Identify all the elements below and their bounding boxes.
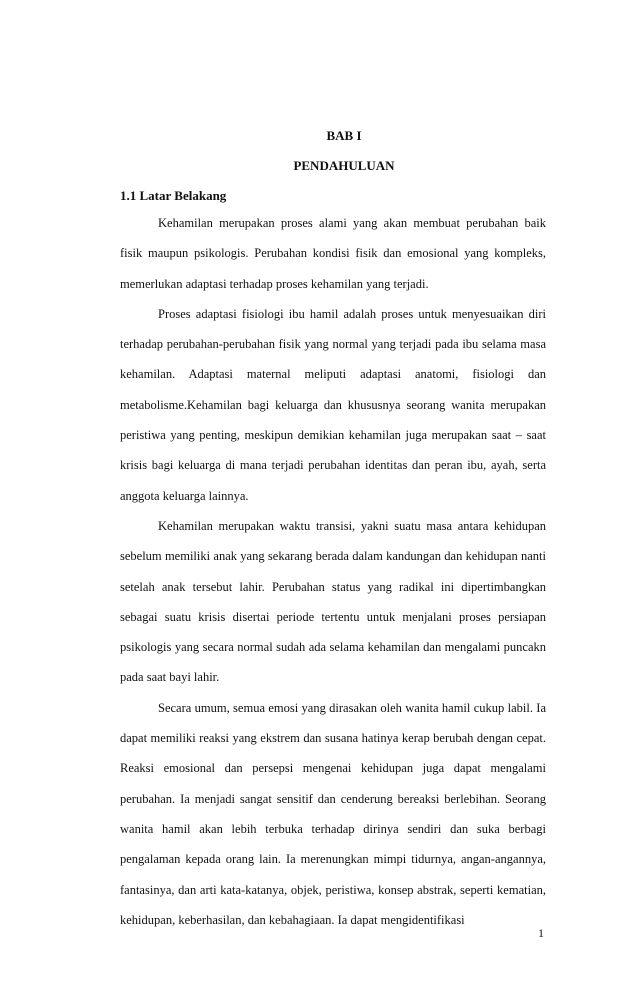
chapter-title: PENDAHULUAN bbox=[293, 158, 395, 173]
body-text bbox=[120, 208, 546, 935]
page-number: 1 bbox=[538, 926, 544, 940]
paragraph: Kehamilan merupakan waktu transisi, yakni suatu masa antara kehidupan sebelum memiliki anak yang sekarang berada dalam kandungan dan kehidupan nanti setelah anak tersebut lahir. Perubahan status yang radikal ini dipertimbangkan sebagai suatu krisis disertai periode tertentu untuk menjalani proses persiapan psikologis yang secara normal sudah ada selama kehamilan dan mengalami puncakn pada saat bayi lahir. bbox=[120, 518, 546, 685]
paragraph: Kehamilan merupakan proses alami yang akan membuat perubahan baik fisik maupun psikologis. Perubahan kondisi fisik dan emosional yang kompleks, memerlukan adaptasi terhadap proses kehamilan yang terjadi. bbox=[120, 216, 546, 291]
paragraph: Proses adaptasi fisiologi ibu hamil adalah proses untuk menyesuaikan diri terhadap perubahan-perubahan fisik yang normal yang terjadi pada ibu selama masa kehamilan. Adaptasi maternal meliputi adaptasi anatomi, fisiologi dan metabolisme.Kehamilan bagi keluarga dan khususnya seorang wanita merupakan peristiwa yang penting, meskipun demikian kehamilan juga merupakan saat – saat krisis bagi keluarga di mana terjadi perubahan identitas dan peran ibu, ayah, serta anggota keluarga lainnya. bbox=[120, 306, 546, 503]
paragraph: Secara umum, semua emosi yang dirasakan oleh wanita hamil cukup labil. Ia dapat memiliki reaksi yang ekstrem dan susana hatinya kerap berubah dengan cepat. Reaksi emosional dan persepsi mengenai kehidupan juga dapat mengalami perubahan. Ia menjadi sangat sensitif dan cenderung bereaksi berlebihan. Seorang wanita hamil akan lebih terbuka terhadap dirinya sendiri dan suka berbagi pengalaman kepada orang lain. Ia merenungkan mimpi tidurnya, angan-angannya, fantasinya, dan arti kata-katanya, objek, peristiwa, konsep abstrak, seperti kematian, kehidupan, keberhasilan, dan kebahagiaan. Ia dapat mengidentifikasi bbox=[120, 700, 546, 927]
section-title: 1.1 Latar Belakang bbox=[120, 188, 227, 203]
chapter-number: BAB I bbox=[326, 128, 362, 143]
